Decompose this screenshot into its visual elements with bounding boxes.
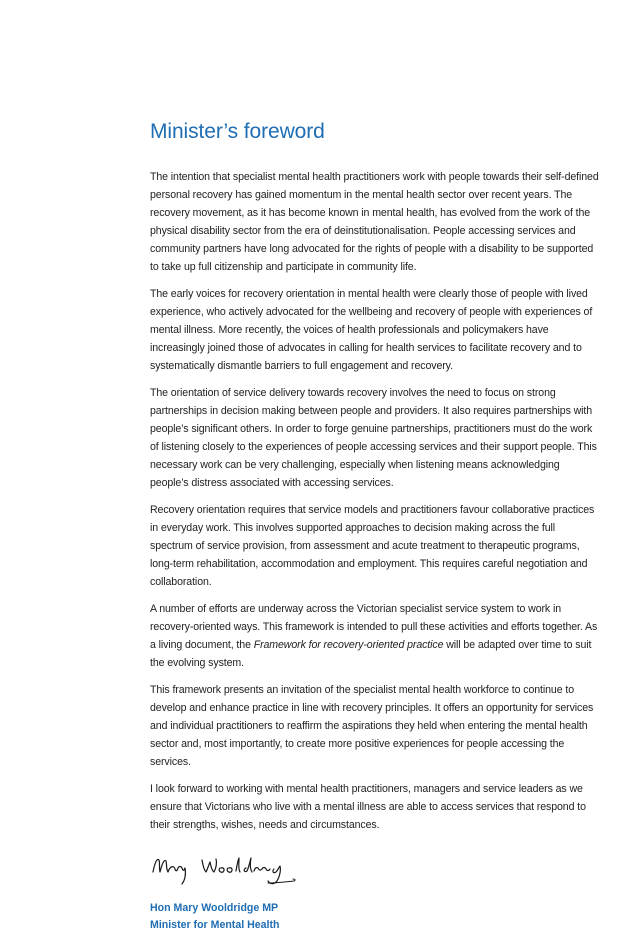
signatory-role: Minister for Mental Health — [150, 919, 280, 931]
paragraph-5 — [150, 600, 600, 672]
paragraph-3: The orientation of service delivery towards recovery involves the need to focus on strong partnerships in decision making between people and providers. It also requires partnerships with people’s significant others. In order to forge genuine partnerships, practitioners must do the work of listening closely to the experiences of people accessing services and their support people. This necessary work can be very challenging, especially when listening means acknowledging people’s distress associated with accessing services. — [150, 387, 597, 489]
paragraph-5-text-start: A number of efforts are underway across the Victorian specialist service system to work in recovery-oriented ways. This framework is intended to pull these activities and efforts together. As a living document, the — [150, 603, 598, 651]
framework-title-italic: Framework for recovery-oriented practice — [253, 639, 444, 651]
paragraph-2: The early voices for recovery orientation in mental health were clearly those of people with lived experience, who actively advocated for the wellbeing and recovery of people with experiences of mental illness. More recently, the voices of health professionals and policymakers have increasingly joined those of advocates in calling for health services to facilitate recovery and to systematically dismantle barriers to full engagement and recovery. — [150, 288, 593, 372]
paragraph-1: The intention that specialist mental health practitioners work with people towards their self-defined personal recovery has gained momentum in the mental health sector over recent years. The recovery movement, as it has become known in mental health, has evolved from the work of the physical disability sector from the era of deinstitutionalisation. People accessing services and community partners have long advocated for the rights of people with a disability to be supported to take up full citizenship and participate in community life. — [150, 171, 599, 273]
foreword-page — [150, 120, 600, 934]
page-title: Minister’s foreword — [150, 120, 325, 143]
paragraph-6: This framework presents an invitation of the specialist mental health workforce to continue to develop and enhance practice in line with recovery principles. It offers an opportunity for services and individual practitioners to reaffirm the aspirations they held when entering the mental health sector and, most importantly, to create more positive experiences for people accessing the services. — [150, 684, 594, 768]
paragraph-5-text-end: will be adapted over time to suit the evolving system. — [150, 639, 592, 669]
paragraph-7: I look forward to working with mental health practitioners, managers and service leaders as we ensure that Victorians who live with a mental illness are able to access services that respond to their strengths, wishes, needs and circumstances. — [150, 783, 586, 831]
signatory-name: Hon Mary Wooldridge MP — [150, 902, 279, 914]
handwritten-signature — [150, 850, 310, 890]
paragraph-4: Recovery orientation requires that service models and practitioners favour collaborative practices in everyday work. This involves supported approaches to decision making across the full spectrum of service provision, from assessment and acute treatment to therapeutic programs, long-term rehabilitation, accommodation and employment. This requires careful negotiation and collaboration. — [150, 504, 595, 588]
